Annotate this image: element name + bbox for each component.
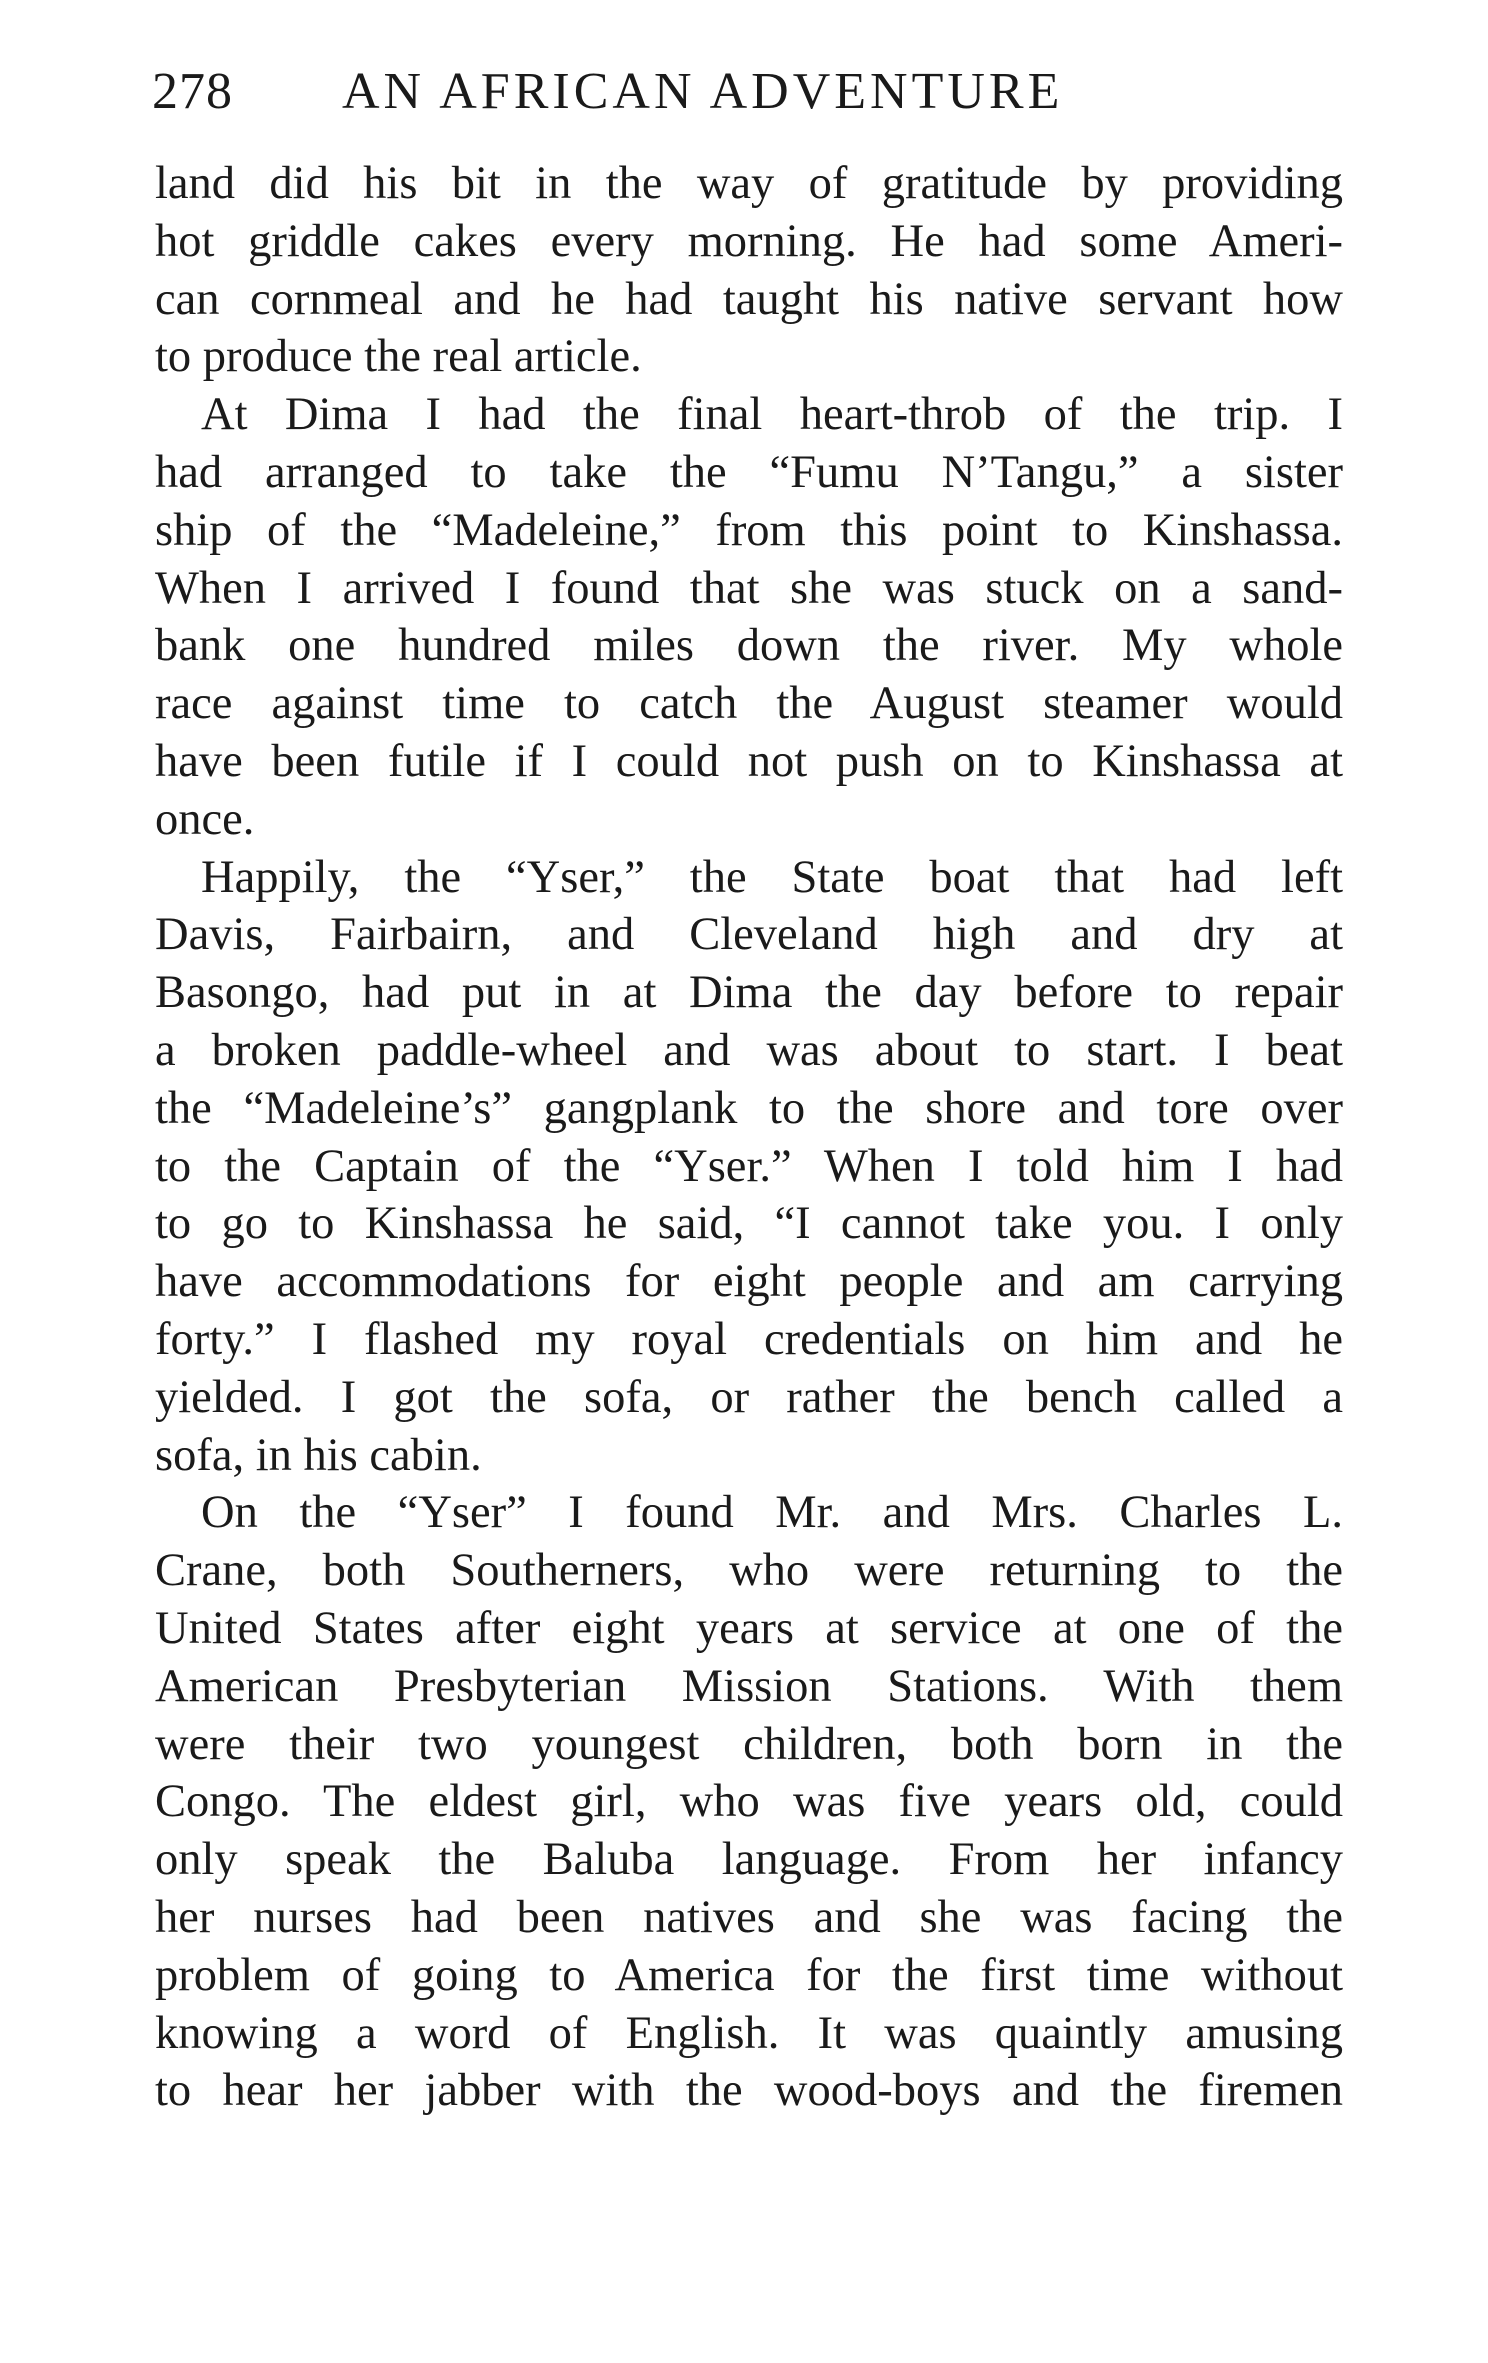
text-line: Happily, the “Yser,” the State boat that had left	[201, 851, 1343, 903]
text-line: On the “Yser” I found Mr. and Mrs. Charles L.	[201, 1487, 1343, 1539]
text-line: Basongo, had put in at Dima the day before to repair	[155, 967, 1343, 1019]
text-line: hot griddle cakes every morning. He had some Ameri-	[155, 215, 1343, 267]
running-header	[152, 62, 1342, 132]
text-line: American Presbyterian Mission Stations. With them	[155, 1660, 1343, 1712]
text-line: to hear her jabber with the wood-boys and the firemen	[155, 2065, 1343, 2117]
text-line: Davis, Fairbairn, and Cleveland high and dry at	[155, 909, 1343, 961]
text-line: sofa, in his cabin.	[155, 1429, 482, 1481]
text-line: When I arrived I found that she was stuck on a sand-	[155, 562, 1343, 614]
text-line: to the Captain of the “Yser.” When I told him I had	[155, 1140, 1343, 1192]
text-line: forty.” I flashed my royal credentials on him and he	[155, 1313, 1343, 1365]
text-line: land did his bit in the way of gratitude by providing	[155, 158, 1343, 209]
text-line: ship of the “Madeleine,” from this point to Kinshassa.	[155, 504, 1343, 556]
text-line: problem of going to America for the first time without	[155, 1949, 1343, 2001]
body-text	[155, 155, 1343, 2120]
text-line: knowing a word of English. It was quaintly amusing	[155, 2007, 1343, 2059]
page-number: 278	[152, 63, 233, 120]
text-line: can cornmeal and he had taught his native servant how	[155, 273, 1343, 325]
text-line: only speak the Baluba language. From her infancy	[155, 1834, 1343, 1886]
text-line: once.	[155, 793, 255, 845]
text-line: At Dima I had the final heart-throb of the trip. I	[201, 389, 1343, 441]
text-line: Crane, both Southerners, who were returning to the	[155, 1545, 1343, 1597]
text-line: to go to Kinshassa he said, “I cannot take you. I only	[155, 1198, 1343, 1250]
text-line: a broken paddle-wheel and was about to start. I beat	[155, 1024, 1343, 1076]
text-line: yielded. I got the sofa, or rather the bench called a	[155, 1371, 1343, 1423]
text-line: race against time to catch the August steamer would	[155, 678, 1343, 730]
text-line: United States after eight years at service at one of the	[155, 1602, 1343, 1654]
text-line: Congo. The eldest girl, who was five years old, could	[155, 1776, 1343, 1828]
text-line: to produce the real article.	[155, 331, 642, 383]
text-line: had arranged to take the “Fumu N’Tangu,” a sister	[155, 446, 1343, 498]
text-line: the “Madeleine’s” gangplank to the shore and tore over	[155, 1082, 1343, 1134]
running-title: AN AFRICAN ADVENTURE	[342, 63, 1064, 120]
text-line: were their two youngest children, both born in the	[155, 1718, 1343, 1770]
text-line: have been futile if I could not push on to Kinshassa at	[155, 735, 1343, 787]
text-line: have accommodations for eight people and am carrying	[155, 1256, 1343, 1308]
text-line: bank one hundred miles down the river. My whole	[155, 620, 1343, 672]
text-line: her nurses had been natives and she was facing the	[155, 1891, 1343, 1943]
